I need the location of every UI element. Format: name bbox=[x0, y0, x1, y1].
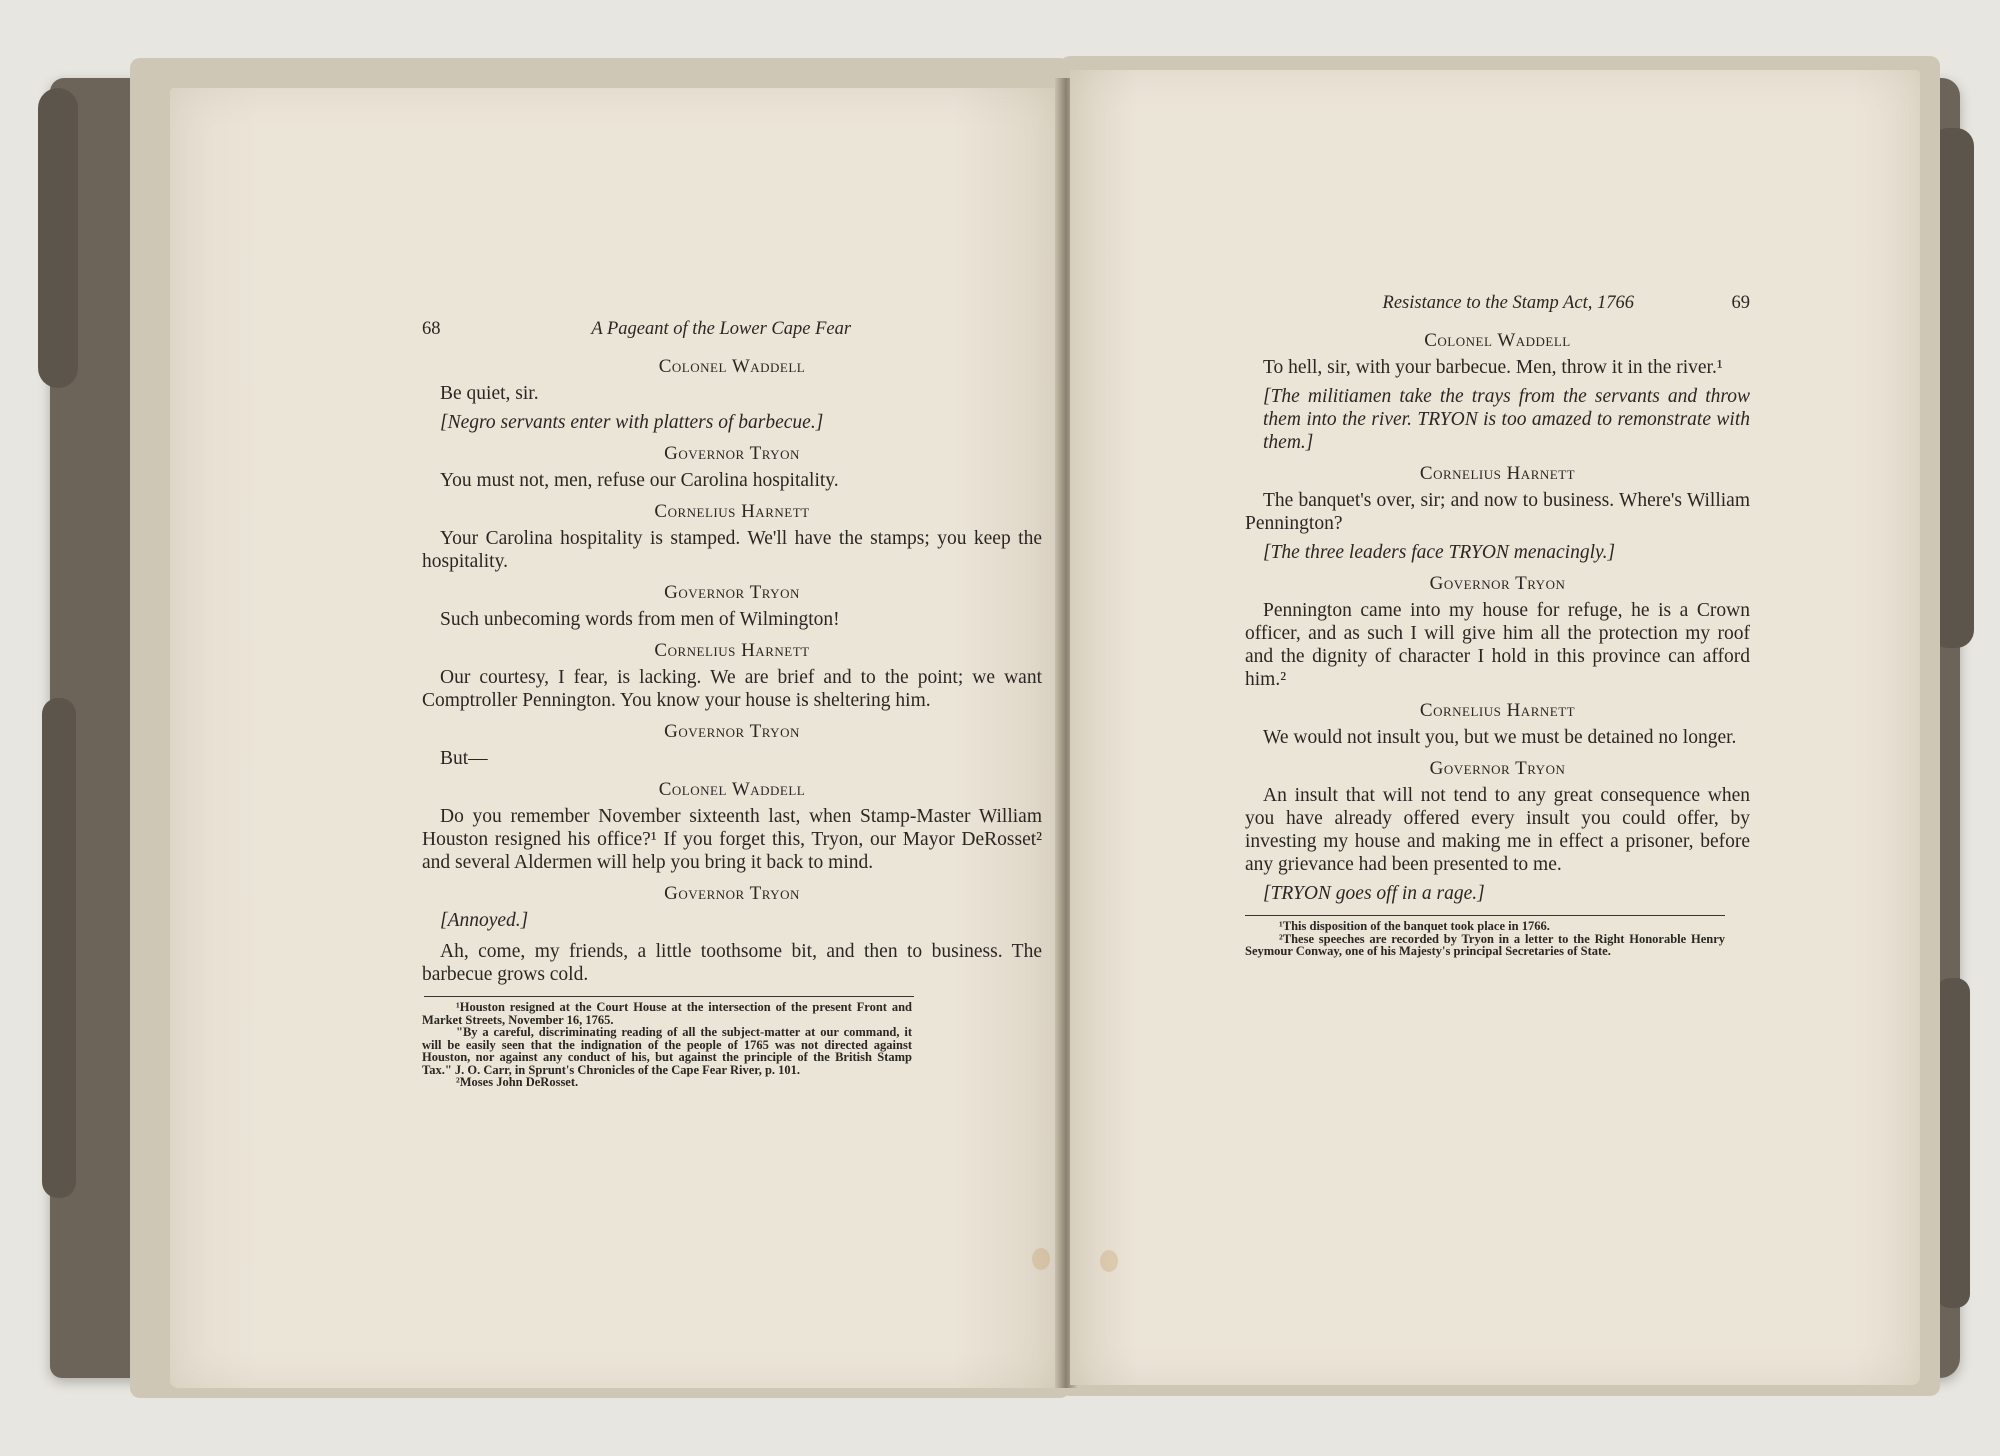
footnote-rule bbox=[1245, 915, 1725, 916]
speech-line: Do you remember November sixteenth last, when Stamp-Master William Houston resigned his office?¹ If you forget this, Tryon, our Mayor DeRosset² and several Aldermen will help you bring it back to mind. bbox=[422, 806, 1042, 873]
speaker-name: Colonel Waddell bbox=[1424, 330, 1571, 351]
speech-line: Pennington came into my house for refuge, he is a Crown officer, and as such I will give him all the protection my roof and the dignity of character I hold in this province can afford him.² bbox=[1245, 600, 1750, 690]
cover-torn-edge bbox=[42, 698, 76, 1198]
foxing-spot bbox=[1032, 1248, 1050, 1270]
speaker-name: Cornelius Harnett bbox=[654, 640, 810, 661]
right-footnotes bbox=[1245, 920, 1725, 958]
cover-torn-edge bbox=[1936, 978, 1970, 1308]
speech-line: Be quiet, sir. bbox=[440, 383, 539, 404]
speaker-name: Governor Tryon bbox=[664, 721, 800, 742]
speaker-name: Governor Tryon bbox=[664, 443, 800, 464]
right-dialogue bbox=[1245, 329, 1750, 905]
speech-line: The banquet's over, sir; and now to business. Where's William Pennington? bbox=[1245, 490, 1750, 534]
footnote-rule bbox=[424, 996, 914, 997]
speech-line: To hell, sir, with your barbecue. Men, throw it in the river.¹ bbox=[1263, 357, 1723, 378]
speech-line: But— bbox=[440, 748, 488, 769]
right-running-head bbox=[1245, 292, 1750, 315]
speech-line: Our courtesy, I fear, is lacking. We are brief and to the point; we want Comptroller Pennington. You know your house is sheltering him. bbox=[422, 667, 1042, 711]
stage-direction: [The militiamen take the trays from the servants and throw them into the river. TRYON is too amazed to remonstrate with them.] bbox=[1263, 386, 1750, 453]
footnote: "By a careful, discriminating reading of all the subject-matter at our command, it will be easily seen that the indignation of the people of 1765 was not directed against Houston, nor against any conduct of his, but against the principle of the British Stamp Tax." J. O. Carr, in Sprunt's Chronicles of the Cape Fear River, p. 101. bbox=[422, 1025, 912, 1077]
open-book bbox=[50, 48, 1960, 1388]
footnote: ²These speeches are recorded by Tryon in a letter to the Right Honorable Henry Seymour Conway, one of his Majesty's principal Secretaries of State. bbox=[1245, 931, 1725, 958]
left-footnotes bbox=[422, 1001, 912, 1089]
right-page-text bbox=[1245, 292, 1750, 958]
page-number: 68 bbox=[422, 319, 441, 339]
speaker-name: Cornelius Harnett bbox=[1419, 463, 1576, 484]
speaker-name: Governor Tryon bbox=[664, 582, 800, 603]
speech-line: Your Carolina hospitality is stamped. We'll have the stamps; you keep the hospitality. bbox=[422, 528, 1042, 572]
speaker-name: Governor Tryon bbox=[1429, 573, 1566, 594]
speaker-name: Cornelius Harnett bbox=[654, 501, 810, 522]
speech-line: You must not, men, refuse our Carolina hospitality. bbox=[440, 470, 839, 491]
left-running-head bbox=[422, 318, 1042, 341]
speaker-name: Governor Tryon bbox=[1429, 758, 1566, 779]
running-title: Resistance to the Stamp Act, 1766 bbox=[1382, 293, 1634, 313]
speaker-name: Cornelius Harnett bbox=[1419, 700, 1576, 721]
footnote: ¹Houston resigned at the Court House at the intersection of the present Front and Market Streets, November 16, 1765. bbox=[422, 1000, 912, 1027]
stage-direction: [Negro servants enter with platters of barbecue.] bbox=[440, 412, 824, 433]
left-page-text bbox=[422, 318, 1042, 1089]
left-page bbox=[170, 88, 1060, 1388]
stage-direction: [TRYON goes off in a rage.] bbox=[1263, 883, 1485, 904]
stage-direction: [Annoyed.] bbox=[440, 910, 529, 931]
speaker-name: Colonel Waddell bbox=[658, 779, 806, 800]
speech-line: Such unbecoming words from men of Wilmington! bbox=[440, 609, 840, 630]
footnote: ²Moses John DeRosset. bbox=[456, 1075, 579, 1089]
speech-line: Ah, come, my friends, a little toothsome bit, and then to business. The barbecue grows cold. bbox=[422, 941, 1042, 985]
page-number: 69 bbox=[1731, 293, 1750, 313]
cover-torn-edge bbox=[38, 88, 78, 388]
right-page bbox=[1070, 70, 1920, 1385]
speech-line: An insult that will not tend to any great consequence when you have already offered every insult you could offer, by investing my house and making me in effect a prisoner, before any grievance had been presented to me. bbox=[1245, 785, 1750, 875]
speech-line: We would not insult you, but we must be detained no longer. bbox=[1263, 727, 1737, 748]
footnote: ¹This disposition of the banquet took place in 1766. bbox=[1279, 919, 1550, 933]
speaker-name: Colonel Waddell bbox=[658, 356, 806, 377]
left-dialogue bbox=[422, 355, 1042, 986]
running-title: A Pageant of the Lower Cape Fear bbox=[591, 319, 852, 339]
stage-direction: [The three leaders face TRYON menacingly.] bbox=[1263, 542, 1616, 563]
speaker-name: Governor Tryon bbox=[664, 883, 800, 904]
foxing-spot bbox=[1100, 1250, 1118, 1272]
